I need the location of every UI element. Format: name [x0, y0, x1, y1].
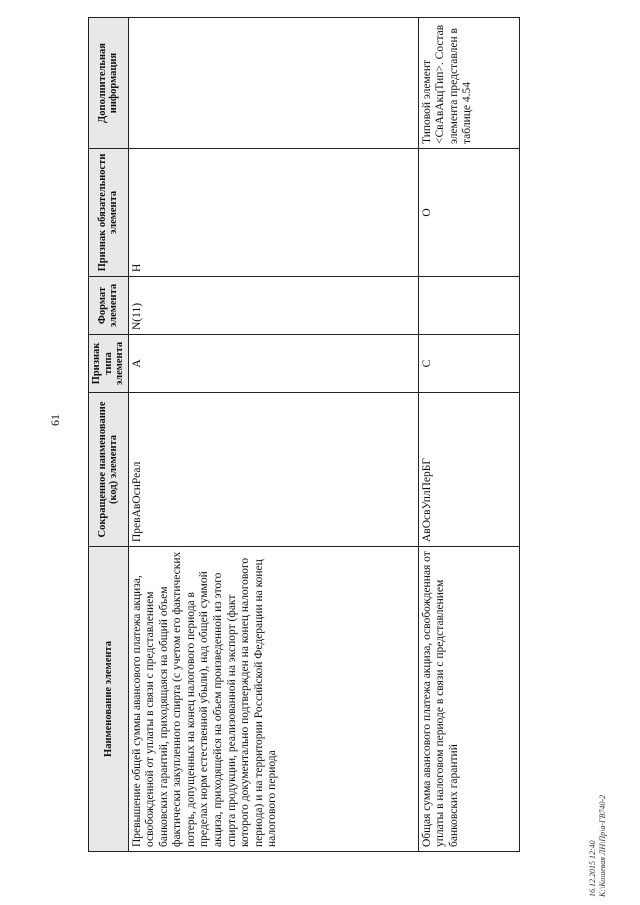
- elements-table-container: [88, 18, 520, 852]
- cell-element-code: АвОсвУплПерБГ: [418, 393, 519, 547]
- elements-table: [88, 17, 520, 852]
- table-header-row: [89, 18, 129, 852]
- cell-additional-info: [128, 18, 418, 149]
- cell-element-type: А: [128, 335, 418, 393]
- cell-element-name: Превышение общей суммы авансового платежа акциза, освобожденной от уплаты в связи с представлением банковских гарантий, приходящаяся на общий объем фактически закупленного спирта (с учетом его фактических потерь, допущенных на конец налогового периода в пределах норм естественной убыли), над общей суммой акциза, приходящейся на объем произведенной из этого спирта продукции, реализованной на экспорт (факт которого документально подтвержден на конец налогового периода) и на территории Российской Федерации на конец налогового периода: [128, 547, 418, 852]
- cell-element-required: О: [418, 149, 519, 277]
- header-element-code: Сокращенное наименование (код) элемента: [89, 393, 129, 547]
- cell-element-type: С: [418, 335, 519, 393]
- header-additional-info: Дополнительная информация: [89, 18, 129, 149]
- cell-element-required: Н: [128, 149, 418, 277]
- cell-element-format: [418, 277, 519, 335]
- footer-timestamp: 16.12.2015 12:40: [588, 840, 597, 897]
- cell-element-code: ПревАвОснРеал: [128, 393, 418, 547]
- header-element-required: Признак обязательности элемента: [89, 149, 129, 277]
- header-element-format: Формат элемента: [89, 277, 129, 335]
- cell-element-format: N(11): [128, 277, 418, 335]
- footer-file-path: К:\Кошевая ЛН\Пр\а-ГВ740-2: [598, 794, 607, 897]
- header-element-type: Признак типа элемента: [89, 335, 129, 393]
- page-number: 61: [48, 414, 62, 426]
- table-row: [128, 18, 418, 852]
- cell-element-name: Общая сумма авансового платежа акциза, освобожденная от уплаты в налоговом периоде в связи с представлением банковских гарантий: [418, 547, 519, 852]
- cell-additional-info: Типовой элемент <СвАвАкцТип>. Состав элемента представлен в таблице 4.54: [418, 18, 519, 149]
- table-row: [418, 18, 519, 852]
- header-element-name: Наименование элемента: [89, 547, 129, 852]
- footer-stamp: [588, 795, 608, 897]
